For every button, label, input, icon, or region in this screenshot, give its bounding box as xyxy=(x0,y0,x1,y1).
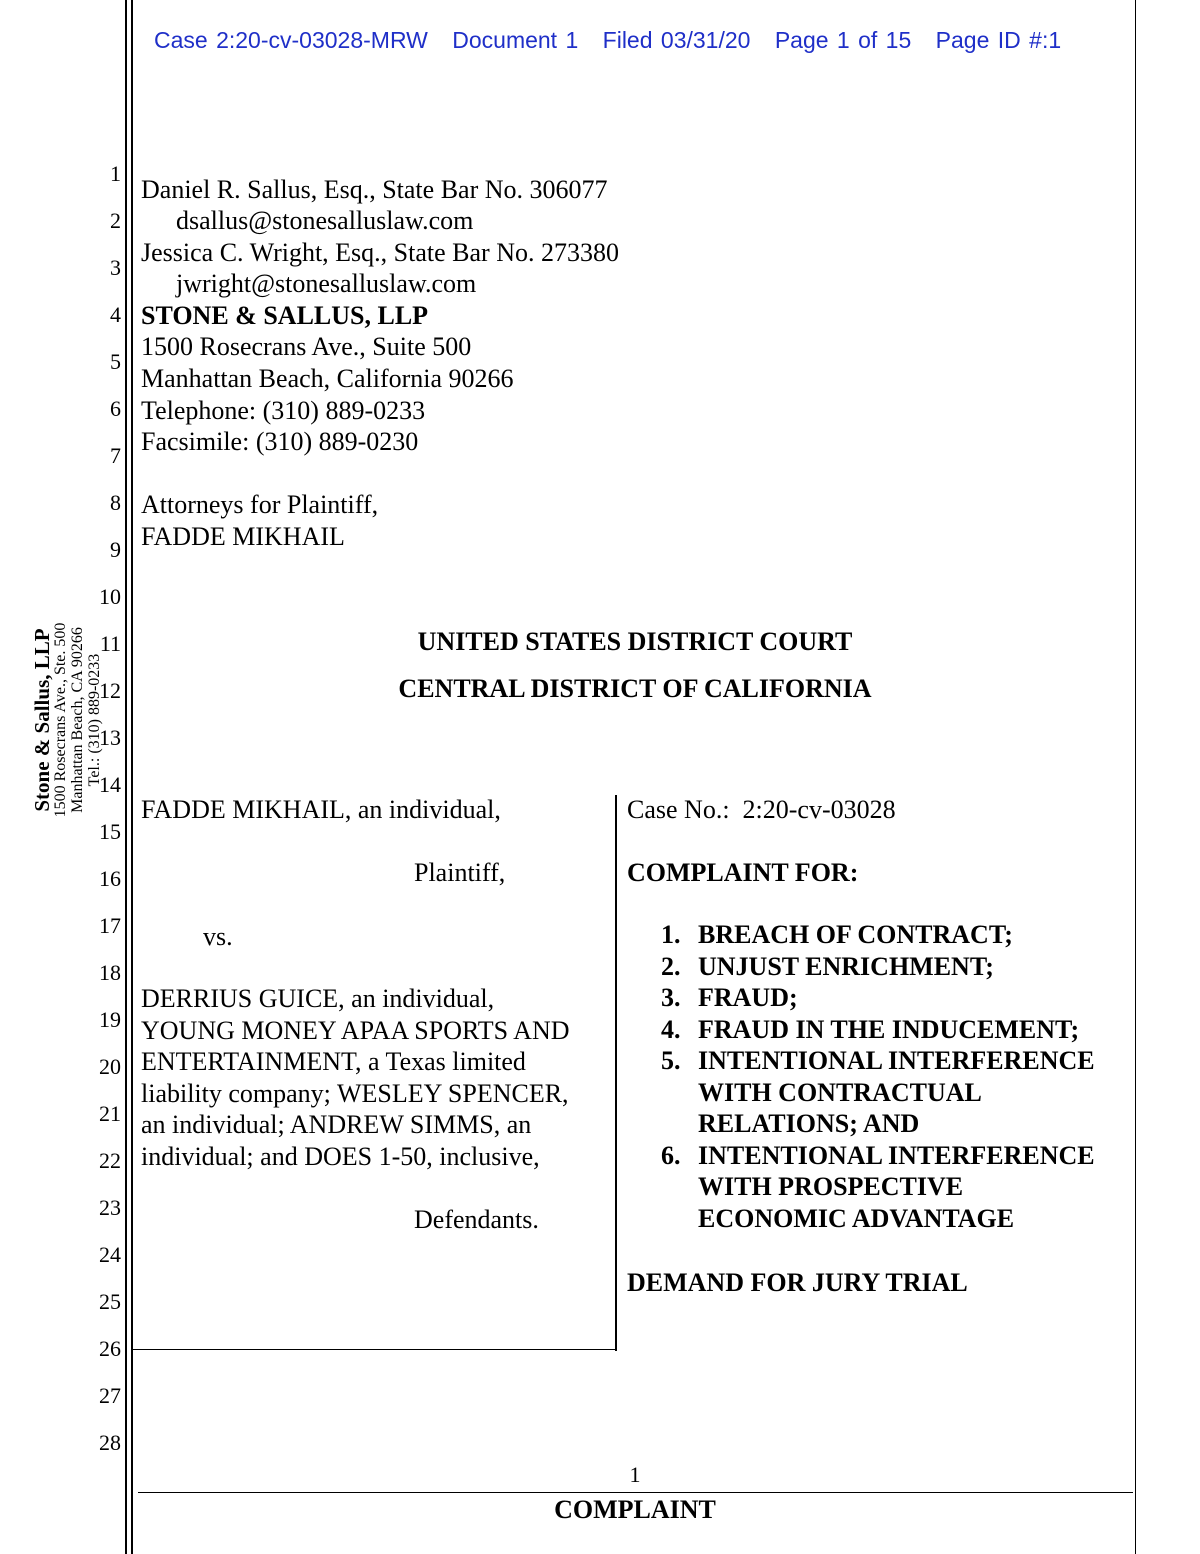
attorney-2-email: jwright@stonesalluslaw.com xyxy=(176,269,477,298)
left-margin-rule-inner xyxy=(131,0,133,1554)
sidebar-address-line2: Manhattan Beach, CA 90266 xyxy=(68,627,86,813)
caption-divider-horizontal xyxy=(131,1349,617,1350)
line-number: 19 xyxy=(99,1007,121,1032)
line-number: 18 xyxy=(99,960,121,985)
line-number: 28 xyxy=(99,1430,121,1455)
line-number: 15 xyxy=(99,819,121,844)
defendants-role: Defendants. xyxy=(414,1205,539,1234)
court-title-line2: CENTRAL DISTRICT OF CALIFORNIA xyxy=(398,674,872,703)
attorneys-for-label: Attorneys for Plaintiff, xyxy=(141,490,379,519)
line-number: 6 xyxy=(110,396,121,421)
header-filed-date: Filed 03/31/20 xyxy=(602,27,751,53)
right-margin-rule xyxy=(1135,0,1136,1554)
case-number xyxy=(627,797,896,823)
jury-demand: DEMAND FOR JURY TRIAL xyxy=(627,1268,968,1297)
firm-facsimile: Facsimile: (310) 889-0230 xyxy=(141,427,419,456)
claim-text: INTENTIONAL INTERFERENCE WITH CONTRACTUAL RELATIONS; AND xyxy=(698,1046,1095,1138)
line-number: 8 xyxy=(110,490,121,515)
attorney-2-name: Jessica C. Wright, Esq., State Bar No. 273380 xyxy=(141,238,619,267)
line-number: 10 xyxy=(99,584,121,609)
claim-number: 5. xyxy=(661,1046,681,1075)
line-number: 1 xyxy=(110,161,121,186)
claim-item xyxy=(661,919,1095,951)
client-name: FADDE MIKHAIL xyxy=(141,522,345,551)
complaint-for-heading: COMPLAINT FOR: xyxy=(627,858,859,887)
firm-city: Manhattan Beach, California 90266 xyxy=(141,364,514,393)
line-number: 5 xyxy=(110,349,121,374)
claim-item xyxy=(661,1140,1095,1235)
court-title-line1: UNITED STATES DISTRICT COURT xyxy=(417,627,853,656)
line-number: 2 xyxy=(110,208,121,233)
header-document: Document 1 xyxy=(452,27,579,53)
versus: vs. xyxy=(203,922,233,951)
footer-rule xyxy=(138,1492,1133,1493)
firm-telephone: Telephone: (310) 889-0233 xyxy=(141,396,426,425)
line-number: 23 xyxy=(99,1195,121,1220)
line-number: 11 xyxy=(99,631,121,656)
claim-text: BREACH OF CONTRACT; xyxy=(698,920,1013,949)
line-number: 25 xyxy=(99,1289,121,1314)
caption-divider-vertical xyxy=(615,795,617,1351)
line-number: 7 xyxy=(110,443,121,468)
claim-number: 1. xyxy=(661,920,681,949)
line-number: 13 xyxy=(99,725,121,750)
attorney-1-name: Daniel R. Sallus, Esq., State Bar No. 306077 xyxy=(141,175,608,204)
line-number: 4 xyxy=(110,302,121,327)
claim-item xyxy=(661,1045,1095,1140)
line-number: 9 xyxy=(110,537,121,562)
footer-title: COMPLAINT xyxy=(554,1495,716,1524)
claim-text: UNJUST ENRICHMENT; xyxy=(698,951,994,981)
firm-street: 1500 Rosecrans Ave., Suite 500 xyxy=(141,332,472,361)
claim-item xyxy=(661,1014,1095,1046)
claim-number: 3. xyxy=(661,983,681,1012)
attorney-1-email: dsallus@stonesalluslaw.com xyxy=(176,206,474,235)
defendant-line: liability company; WESLEY SPENCER, xyxy=(141,1079,569,1108)
header-page: Page 1 of 15 xyxy=(774,27,912,53)
page-number: 1 xyxy=(629,1462,641,1487)
line-number: 3 xyxy=(110,255,121,280)
case-number-label: Case No.: xyxy=(627,795,730,824)
law-firm-name: STONE & SALLUS, LLP xyxy=(141,301,429,330)
case-number-value: 2:20-cv-03028 xyxy=(742,795,896,824)
plaintiff-name: FADDE MIKHAIL, an individual, xyxy=(141,795,501,824)
sidebar-phone: Tel.: (310) 889-0233 xyxy=(85,653,103,787)
line-number: 27 xyxy=(99,1383,121,1408)
claim-number: 2. xyxy=(661,951,681,981)
line-number: 16 xyxy=(99,866,121,891)
plaintiff-role: Plaintiff, xyxy=(414,858,506,887)
line-number: 14 xyxy=(99,772,121,797)
claim-number: 4. xyxy=(661,1014,681,1044)
claim-number: 6. xyxy=(661,1140,681,1170)
defendant-line: YOUNG MONEY APAA SPORTS AND xyxy=(141,1016,570,1045)
line-number: 24 xyxy=(99,1242,121,1267)
claim-item xyxy=(661,951,1095,983)
defendant-line: ENTERTAINMENT, a Texas limited xyxy=(141,1047,526,1076)
line-number: 26 xyxy=(99,1336,121,1361)
claim-text: FRAUD; xyxy=(698,983,798,1012)
line-number: 22 xyxy=(99,1148,121,1173)
ecf-header-stamp xyxy=(154,27,1077,54)
line-number: 17 xyxy=(99,913,121,938)
sidebar-firm-name: Stone & Sallus, LLP xyxy=(29,628,54,812)
header-page-id: Page ID #:1 xyxy=(935,27,1062,53)
line-number: 21 xyxy=(99,1101,121,1126)
defendant-line: an individual; ANDREW SIMMS, an xyxy=(141,1110,532,1139)
sidebar-address-line1: 1500 Rosecrans Ave., Ste. 500 xyxy=(51,622,69,818)
header-case-number: Case 2:20-cv-03028-MRW xyxy=(154,27,428,53)
claim-item xyxy=(661,982,1095,1014)
line-number: 20 xyxy=(99,1054,121,1079)
defendant-line: individual; and DOES 1-50, inclusive, xyxy=(141,1142,540,1171)
claim-text: INTENTIONAL INTERFERENCE WITH PROSPECTIVE ECONOMIC ADVANTAGE xyxy=(698,1140,1095,1233)
defendant-line: DERRIUS GUICE, an individual, xyxy=(141,984,495,1013)
line-number: 12 xyxy=(99,678,121,703)
left-margin-rule-outer xyxy=(125,0,127,1554)
claims-list xyxy=(661,919,1095,1234)
claim-text: FRAUD IN THE INDUCEMENT; xyxy=(698,1014,1080,1044)
